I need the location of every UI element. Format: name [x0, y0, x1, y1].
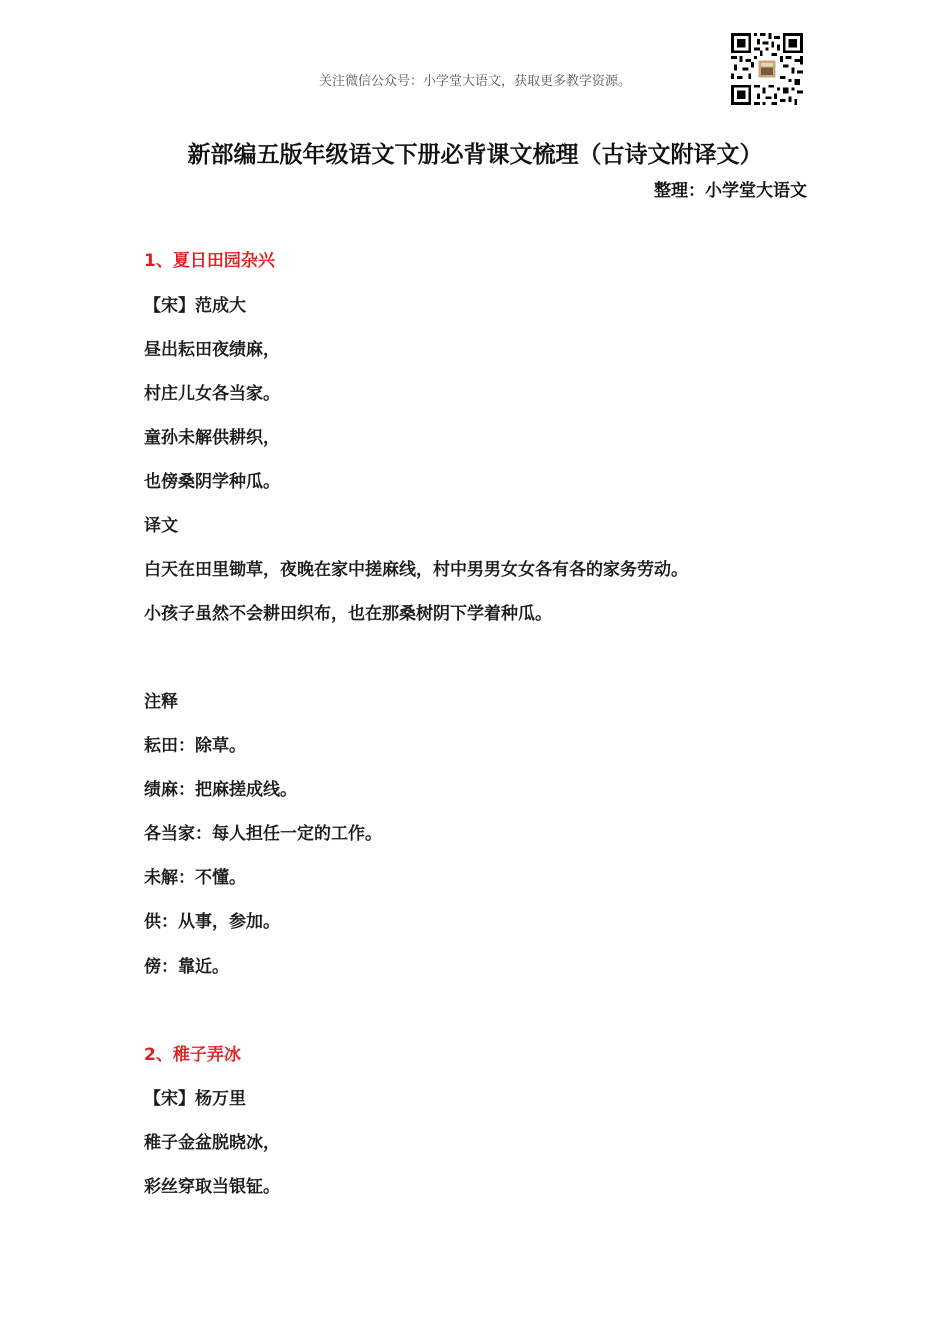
- document-title: 新部编五版年级语文下册必背课文梳理（古诗文附译文）: [187, 142, 763, 168]
- translation-label: 译文: [144, 516, 178, 536]
- note-item: 供：从事，参加。: [144, 912, 280, 932]
- header-note: 关注微信公众号：小学堂大语文，获取更多教学资源。: [318, 74, 631, 89]
- note-item: 未解：不懂。: [144, 868, 246, 888]
- poem-heading: 1、夏日田园杂兴: [144, 251, 275, 271]
- note-item: 耘田：除草。: [144, 736, 246, 756]
- poem-line: 彩丝穿取当银钲。: [144, 1177, 280, 1197]
- translation-text: 白天在田里锄草，夜晚在家中搓麻线，村中男男女女各有各的家务劳动。: [144, 560, 688, 580]
- poem-line: 童孙未解供耕织，: [144, 428, 280, 448]
- note-item: 傍：靠近。: [144, 957, 229, 977]
- poem-author: 【宋】杨万里: [144, 1089, 246, 1109]
- note-item: 各当家：每人担任一定的工作。: [144, 824, 382, 844]
- poem-line: 昼出耘田夜绩麻，: [144, 340, 280, 360]
- poem-line: 村庄儿女各当家。: [144, 384, 280, 404]
- poem-line: 也傍桑阴学种瓜。: [144, 472, 280, 492]
- qr-code-icon: [731, 33, 803, 105]
- poem-author: 【宋】范成大: [144, 296, 246, 316]
- compiler-credit: 整理：小学堂大语文: [654, 181, 807, 201]
- translation-text: 小孩子虽然不会耕田织布，也在那桑树阴下学着种瓜。: [144, 604, 552, 624]
- notes-label: 注释: [144, 692, 178, 712]
- poem-line: 稚子金盆脱晓冰，: [144, 1133, 280, 1153]
- note-item: 绩麻：把麻搓成线。: [144, 780, 297, 800]
- poem-heading: 2、稚子弄冰: [144, 1045, 241, 1065]
